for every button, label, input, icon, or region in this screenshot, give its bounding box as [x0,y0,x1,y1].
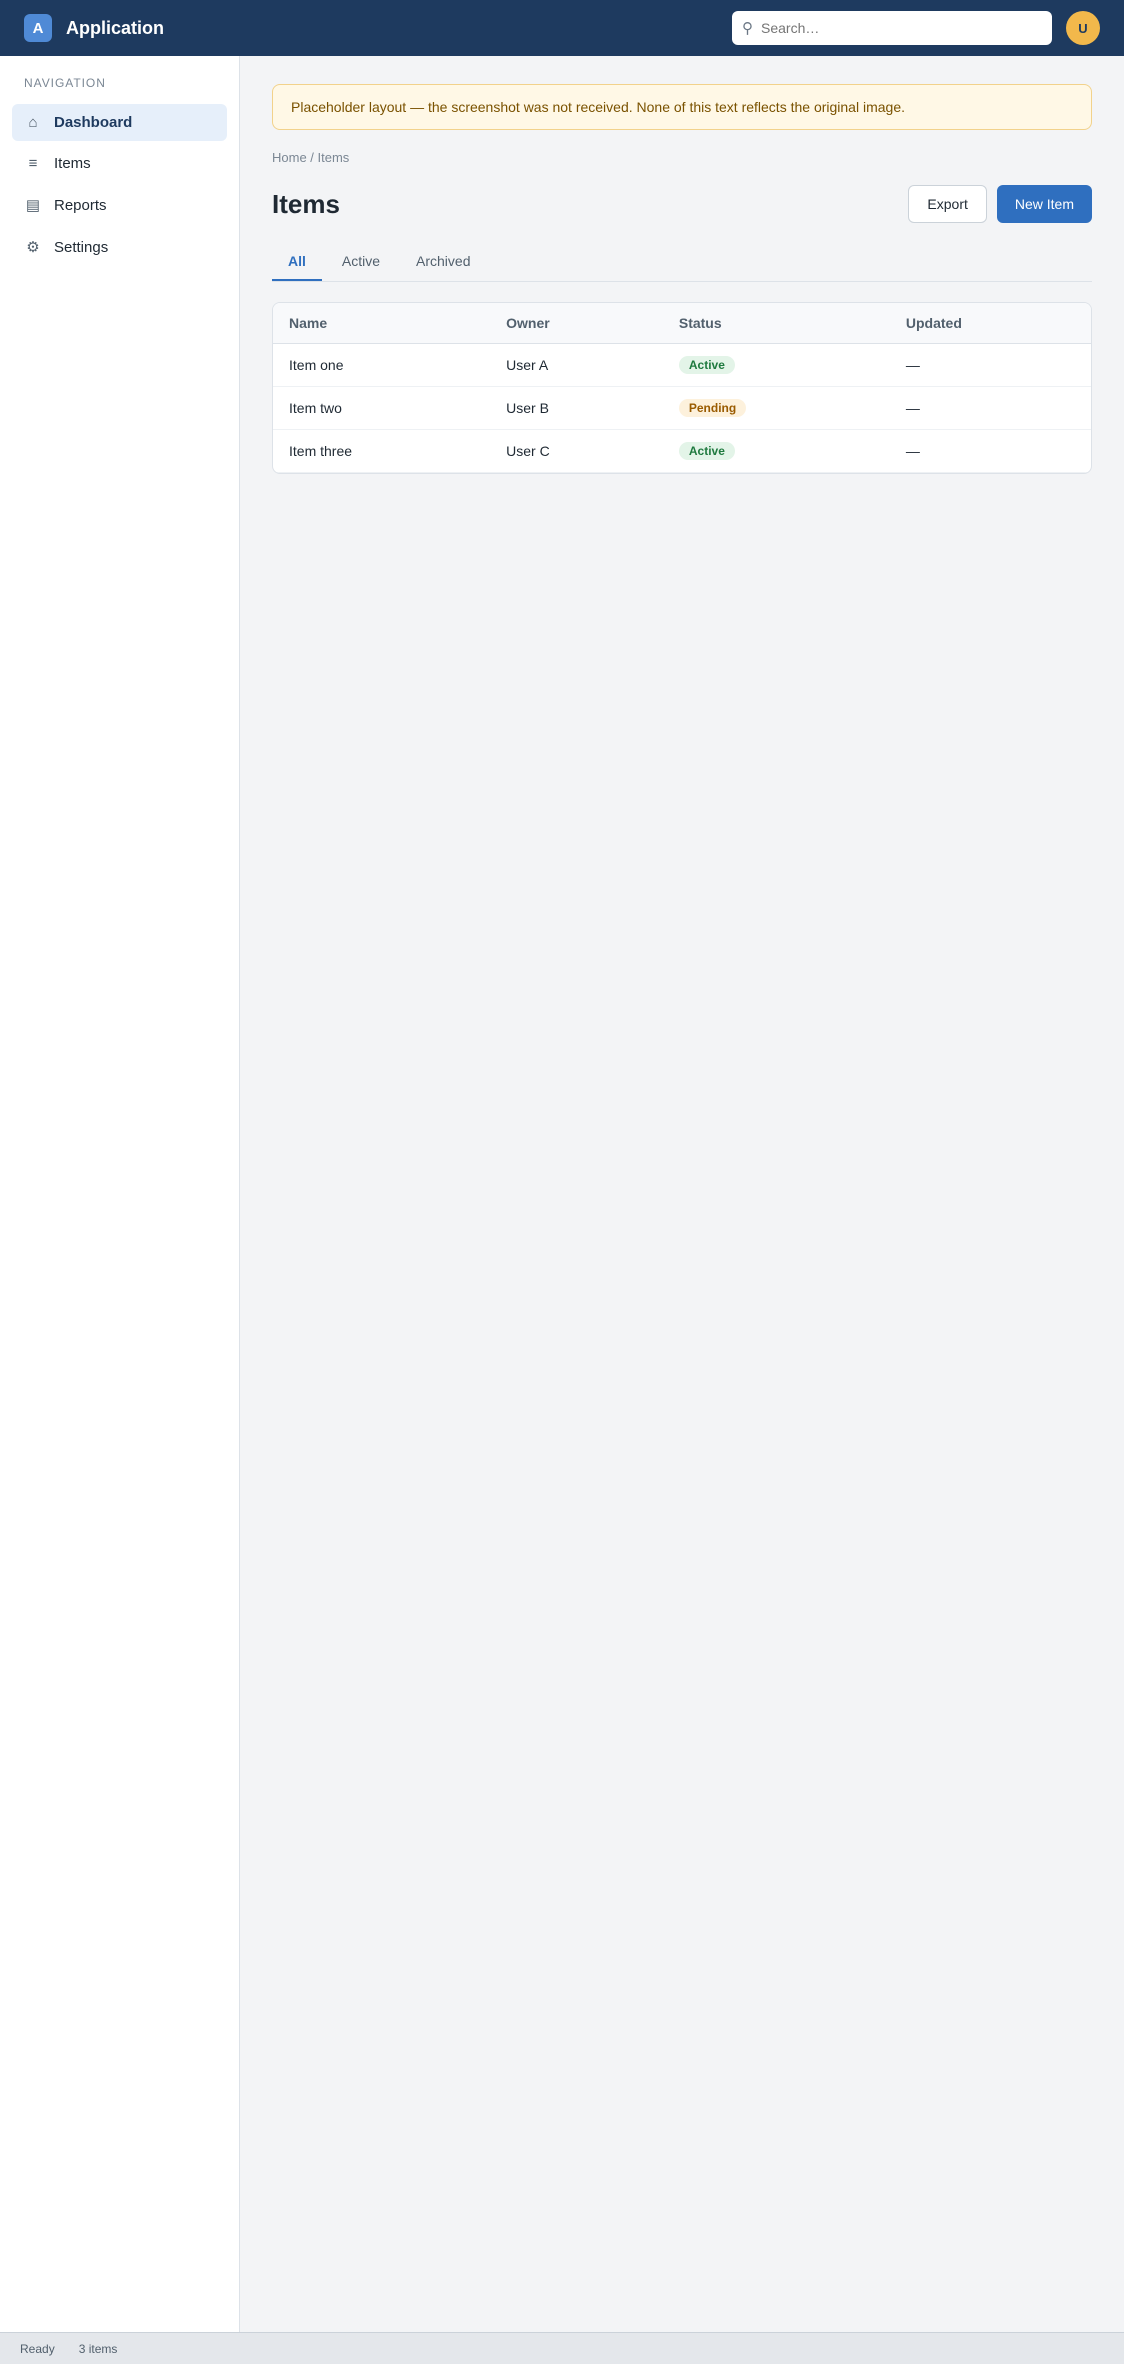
table-cell: User A [490,344,663,387]
status-badge: Active [679,356,735,374]
table-header-row [273,303,1091,344]
gear-icon: ⚙ [26,239,40,256]
app-logo-icon: A [24,14,52,42]
status-bar [0,2332,1124,2364]
sidebar-item-label: Dashboard [54,114,133,131]
table-row[interactable] [273,344,1091,387]
table-cell: — [890,387,1091,430]
table-cell: Item one [273,344,490,387]
app-title: Application [66,17,164,38]
tab-all[interactable]: All [272,243,322,281]
table-cell [663,344,890,387]
placeholder-notice: Placeholder layout — the screenshot was not received. None of this text reflects the original image. [272,84,1092,130]
status-text: Ready [20,2341,55,2356]
items-table-card [272,302,1092,474]
title-bar [0,0,1124,56]
sidebar-item-label: Reports [54,196,107,214]
column-header[interactable]: Name [273,303,490,344]
column-header[interactable]: Updated [890,303,1091,344]
search-input[interactable] [761,20,1042,36]
item-count: 3 items [78,2341,118,2356]
new-item-button[interactable]: New Item [997,185,1092,223]
status-badge: Active [679,442,735,460]
sidebar-heading: NAVIGATION [24,76,106,90]
table-row[interactable] [273,387,1091,430]
table-cell [663,387,890,430]
search-box[interactable] [732,11,1052,45]
page-actions [908,185,1092,223]
column-header[interactable]: Owner [490,303,663,344]
home-icon: ⌂ [28,114,38,131]
sidebar-item-label: Items [54,155,91,172]
items-table [273,303,1091,473]
sidebar [0,56,240,2332]
status-badge: Pending [679,399,746,417]
sidebar-item-reports[interactable] [12,186,227,224]
tab-archived[interactable]: Archived [416,253,471,269]
table-cell: Item three [273,430,490,473]
chart-icon: ▤ [25,197,41,214]
table-cell: — [890,430,1091,473]
sidebar-item-settings[interactable] [12,228,227,266]
sidebar-item-dashboard[interactable] [12,104,227,141]
tab-bar [272,243,1092,282]
table-cell: — [890,344,1091,387]
table-cell: User C [490,430,663,473]
page-header [272,185,1092,223]
list-icon: ≡ [28,155,38,172]
page-title: Items [272,188,340,219]
table-cell: Item two [273,387,490,430]
main-content [240,56,1124,2332]
table-cell: User B [490,387,663,430]
search-icon: ⚲ [742,20,753,37]
tab-active[interactable]: Active [341,253,381,269]
user-avatar[interactable]: U [1066,11,1100,45]
body-row [0,56,1124,2332]
breadcrumb: Home / Items [272,150,350,165]
table-cell [663,430,890,473]
column-header[interactable]: Status [663,303,890,344]
table-row[interactable] [273,430,1091,473]
sidebar-item-label: Settings [54,238,109,256]
sidebar-item-items[interactable] [12,145,227,182]
export-button[interactable]: Export [908,185,986,223]
